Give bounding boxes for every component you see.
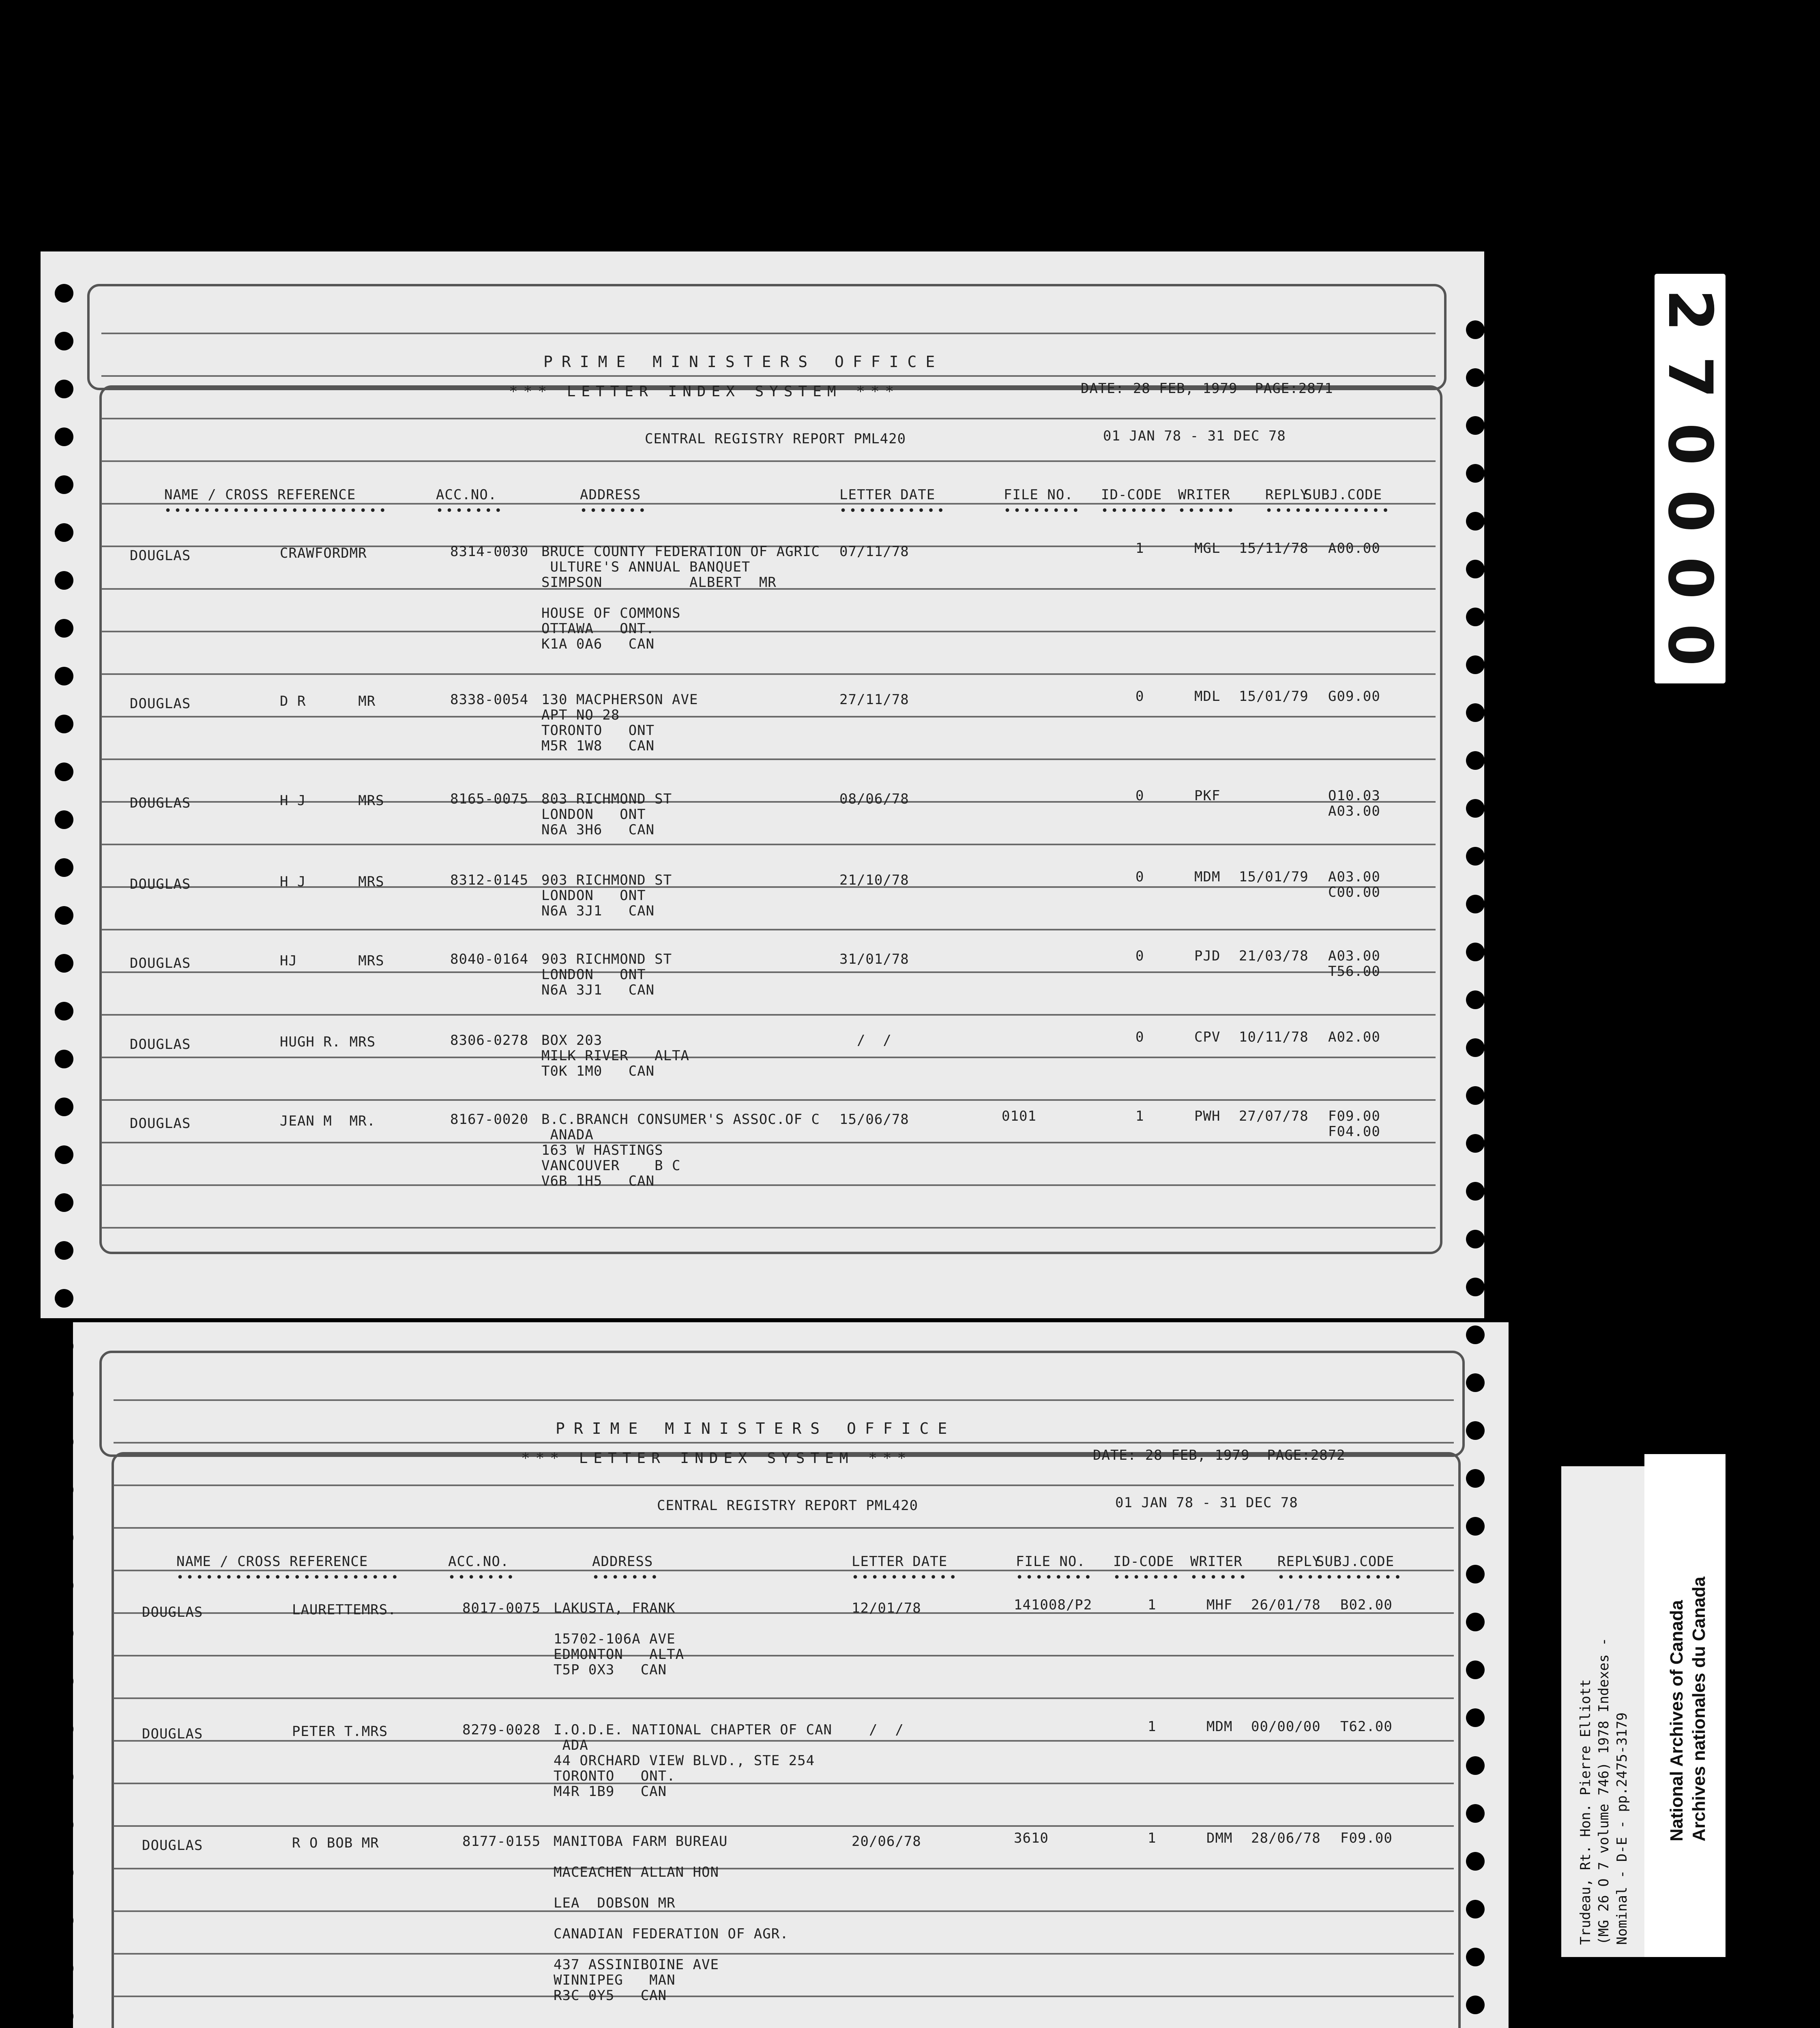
record-surname: DOUGLAS [130,955,191,971]
feed-hole [1466,1182,1485,1201]
col-header-id-code: ID-CODE [1101,487,1162,503]
record-address-line: TORONTO ONT. [554,1768,676,1784]
record-reply-date: 15/01/79 [1239,688,1309,705]
col-header-file-no: FILE NO. [1016,1553,1086,1570]
col-header-underline: •••••• [1178,504,1237,518]
record-writer: PWH [1194,1108,1221,1124]
ruled-line [101,673,1436,675]
col-header-underline: ••••••• [436,504,504,518]
record-subj-code: A03.00 [1328,803,1380,819]
feed-hole [1466,1517,1485,1536]
feed-hole [1466,990,1485,1009]
record-acc-no: 8040-0164 [450,951,529,967]
feed-hole [55,906,73,925]
col-header-underline: •••••••• [1016,1570,1094,1585]
record-address-line: BRUCE COUNTY FEDERATION OF AGRIC [541,544,820,560]
feed-hole [55,1193,73,1212]
record-writer: CPV [1194,1029,1221,1045]
col-header-acc: ACC.NO. [436,487,497,503]
stamp-digit: 2 [1655,289,1725,332]
feed-hole [55,475,73,494]
record-file-no: 3610 [1014,1830,1049,1846]
ruled-line [101,1227,1436,1229]
col-header-reply: REPLY [1265,487,1309,503]
record-subj-code: A03.00 [1328,948,1380,964]
feed-hole [1466,608,1485,626]
col-header-underline: ••••••• [580,504,648,518]
feed-hole [55,1528,73,1547]
record-address-line: BOX 203 [541,1032,603,1048]
feed-hole [55,1433,73,1451]
archive-reference-card [1561,1466,1644,1957]
record-address-line: 903 RICHMOND ST [541,951,672,967]
record-address-line: WINNIPEG MAN [554,1972,676,1988]
feed-hole [55,1624,73,1643]
record-letter-date: / / [839,1032,892,1048]
record-surname: DOUGLAS [130,1115,191,1132]
record-surname: DOUGLAS [130,696,191,712]
ruled-line [101,929,1436,930]
feed-hole [55,1720,73,1738]
col-header-underline: ••••••• [1113,1570,1182,1585]
ruled-line [101,1057,1436,1058]
feed-hole [1466,703,1485,722]
record-subj-code: C00.00 [1328,884,1380,900]
feed-hole [55,1145,73,1164]
record-id-code: 1 [1135,1108,1144,1124]
record-reply-date: 27/07/78 [1239,1108,1309,1124]
record-reply-date: 15/11/78 [1239,540,1309,556]
record-letter-date: 07/11/78 [839,544,909,560]
ruled-line [101,971,1436,973]
feed-hole [55,667,73,685]
record-address-line: EDMONTON ALTA [554,1646,685,1663]
feed-hole [1466,1086,1485,1105]
record-surname: DOUGLAS [130,876,191,892]
archive-label-line2: (MG 26 O 7 volume 746) 1978 Indexes - [1596,1637,1612,1945]
col-header-name: NAME / CROSS REFERENCE [176,1553,368,1570]
record-address-line: SIMPSON ALBERT MR [541,574,777,591]
record-surname: DOUGLAS [142,1604,203,1620]
feed-hole [1466,320,1485,339]
col-header-acc: ACC.NO. [448,1553,509,1570]
report-date-page: DATE: 28 FEB, 1979 PAGE:2872 [1093,1447,1346,1463]
record-letter-date: 31/01/78 [839,951,909,967]
feed-hole [1466,416,1485,435]
record-subj-code: A02.00 [1328,1029,1380,1045]
col-header-underline: •••••••• [1004,504,1082,518]
report-name: CENTRAL REGISTRY REPORT PML420 [645,431,906,447]
ruled-line [101,1184,1436,1186]
stamp-digit: 0 [1655,490,1725,533]
feed-hole [1466,1996,1485,2014]
record-address-line: 437 ASSINIBOINE AVE [554,1957,719,1973]
record-given-name: HJ MRS [280,953,384,969]
ruled-line [101,716,1436,718]
record-writer: MDM [1194,869,1221,885]
feed-hole [1466,1565,1485,1583]
feed-hole [1466,1708,1485,1727]
feed-hole [55,763,73,781]
record-writer: PKF [1194,788,1221,804]
record-address-line: VANCOUVER B C [541,1158,681,1174]
feed-hole [55,571,73,590]
record-address-line: MANITOBA FARM BUREAU [554,1833,728,1850]
stamp-digit: 0 [1655,423,1725,466]
col-header-subj: SUBJ.CODE [1304,487,1382,503]
record-address-line: I.O.D.E. NATIONAL CHAPTER OF CAN [554,1722,833,1738]
feed-hole [1466,560,1485,578]
col-header-file-no: FILE NO. [1004,487,1073,503]
feed-hole [1466,943,1485,961]
feed-hole [55,2007,73,2026]
feed-hole [55,858,73,877]
header-frame [87,284,1447,390]
ruled-line [101,418,1436,419]
ruled-line [114,1825,1454,1827]
record-address-line: 163 W HASTINGS [541,1142,663,1158]
feed-hole [55,810,73,829]
record-letter-date: 21/10/78 [839,872,909,888]
record-subj-code: F09.00 [1340,1830,1393,1846]
record-address-line: TORONTO ONT [541,722,655,739]
record-id-code: 0 [1135,869,1144,885]
record-given-name: H J MRS [280,793,384,809]
col-header-underline: ••••••••••••••••••••••• [164,504,389,518]
record-address-line: N6A 3H6 CAN [541,822,655,838]
ruled-line [114,1484,1454,1486]
record-id-code: 0 [1135,688,1144,705]
record-reply-date: 21/03/78 [1239,948,1309,964]
col-header-writer: WRITER [1190,1553,1243,1570]
ruled-line [114,1910,1454,1912]
feed-hole [55,1289,73,1308]
feed-hole [1466,512,1485,531]
ruled-line [114,1868,1454,1869]
record-writer: MDM [1206,1719,1233,1735]
col-header-reply: REPLY [1277,1553,1321,1570]
record-address-line: MILK RIVER ALTA [541,1048,689,1064]
record-address-line: M4R 1B9 CAN [554,1783,667,1800]
record-address-line: CANADIAN FEDERATION OF AGR. [554,1926,789,1942]
record-address-line: 803 RICHMOND ST [541,791,672,807]
record-address-line: N6A 3J1 CAN [541,903,655,919]
record-surname: DOUGLAS [130,1036,191,1053]
archive-label-line1: Trudeau, Rt. Hon. Pierre Elliott [1577,1679,1594,1945]
col-header-underline: ••••••• [448,1570,517,1585]
feed-hole [1466,1230,1485,1248]
feed-hole [55,1672,73,1691]
ruled-line [101,758,1436,760]
record-file-no: 0101 [1002,1108,1037,1124]
record-address-line: LAKUSTA, FRANK [554,1600,676,1616]
ruled-line [114,1399,1454,1401]
record-letter-date: 12/01/78 [852,1600,921,1616]
record-id-code: 0 [1135,948,1144,964]
record-letter-date: 15/06/78 [839,1111,909,1128]
record-surname: DOUGLAS [142,1726,203,1742]
record-reply-date: 26/01/78 [1251,1597,1321,1613]
record-given-name: D R MR [280,693,376,709]
feed-hole [55,1385,73,1403]
record-acc-no: 8167-0020 [450,1111,529,1128]
record-reply-date: 15/01/79 [1239,869,1309,885]
archive-logo-en: National Archives of Canada [1667,1600,1687,1841]
col-header-letter-date: LETTER DATE [852,1553,948,1570]
feed-hole [1466,1134,1485,1153]
ruled-line [101,375,1436,377]
ruled-line [114,1953,1454,1955]
record-address-line: OTTAWA ONT. [541,621,655,637]
archive-stamp [1655,274,1726,683]
col-header-underline: ••••••• [1101,504,1170,518]
record-subj-code: A03.00 [1328,869,1380,885]
feed-hole [1466,464,1485,483]
record-acc-no: 8177-0155 [462,1833,541,1850]
feed-hole [55,954,73,973]
col-header-underline: ••••••••••• [839,504,947,518]
record-subj-code: A00.00 [1328,540,1380,556]
feed-hole [55,1002,73,1020]
record-subj-code: O10.03 [1328,788,1380,804]
record-id-code: 1 [1148,1830,1157,1846]
ruled-line [114,1527,1454,1529]
report-period: 01 JAN 78 - 31 DEC 78 [1115,1495,1298,1511]
stamp-digit: 0 [1655,556,1725,599]
record-address-line: T0K 1M0 CAN [541,1063,655,1079]
feed-hole [1466,368,1485,387]
ruled-line [114,1740,1454,1742]
feed-hole [1466,1278,1485,1296]
feed-hole [55,1241,73,1260]
feed-hole [55,1815,73,1834]
record-given-name: CRAWFORDMR [280,545,367,561]
col-header-underline: •••••• [1190,1570,1249,1585]
record-address-line: LONDON ONT [541,887,646,904]
record-letter-date: 08/06/78 [839,791,909,807]
feed-hole [55,284,73,303]
record-file-no: 141008/P2 [1014,1597,1092,1613]
feed-hole [55,1959,73,1978]
feed-hole [1466,1852,1485,1871]
col-header-subj: SUBJ.CODE [1316,1553,1395,1570]
col-header-address: ADDRESS [592,1553,653,1570]
feed-hole [55,1050,73,1068]
record-address-line: N6A 3J1 CAN [541,982,655,998]
ruled-line [101,631,1436,632]
record-id-code: 1 [1148,1597,1157,1613]
feed-hole [55,523,73,542]
record-address-line: M5R 1W8 CAN [541,738,655,754]
col-header-name: NAME / CROSS REFERENCE [164,487,356,503]
col-header-underline: ••••••••••• [852,1570,959,1585]
feed-hole [1466,1469,1485,1488]
record-letter-date: / / [852,1722,904,1738]
feed-hole [1466,1613,1485,1631]
col-header-underline: ••••••••••••••••••••••• [176,1570,401,1585]
col-header-letter-date: LETTER DATE [839,487,936,503]
feed-hole [1466,1038,1485,1057]
record-address-line: MACEACHEN ALLAN HON [554,1864,719,1880]
record-subj-code: F09.00 [1328,1108,1380,1124]
feed-hole [1466,847,1485,866]
record-given-name: H J MRS [280,874,384,890]
feed-hole [1466,1326,1485,1344]
feed-hole [1466,895,1485,913]
record-address-line: ADA [554,1737,588,1753]
feed-hole [1466,751,1485,770]
record-acc-no: 8314-0030 [450,544,529,560]
record-acc-no: 8279-0028 [462,1722,541,1738]
feed-hole [1466,1421,1485,1440]
feed-hole [55,332,73,350]
record-given-name: HUGH R. MRS [280,1034,376,1050]
ruled-line [101,460,1436,462]
record-subj-code: T56.00 [1328,963,1380,980]
office-title: PRIME MINISTERS OFFICE [556,1420,956,1437]
record-id-code: 1 [1148,1719,1157,1735]
record-address-line: R3C 0Y5 CAN [554,1987,667,2004]
archives-logo-card [1644,1454,1726,1957]
office-title: PRIME MINISTERS OFFICE [543,353,944,371]
record-acc-no: 8306-0278 [450,1032,529,1048]
feed-hole [55,1863,73,1882]
record-surname: DOUGLAS [130,795,191,811]
record-reply-date: 28/06/78 [1251,1830,1321,1846]
record-subj-code: T62.00 [1340,1719,1393,1735]
record-address-line: ANADA [541,1127,594,1143]
ruled-line [101,844,1436,845]
record-address-line: 44 ORCHARD VIEW BLVD., STE 254 [554,1753,815,1769]
feed-hole [55,1911,73,1930]
report-name: CENTRAL REGISTRY REPORT PML420 [657,1497,919,1514]
ruled-line [101,1142,1436,1143]
record-address-line: 903 RICHMOND ST [541,872,672,888]
feed-hole [1466,1900,1485,1918]
feed-hole [1466,1948,1485,1966]
feed-hole [1466,1661,1485,1679]
feed-hole [1466,1373,1485,1392]
record-address-line: K1A 0A6 CAN [541,636,655,652]
feed-hole [55,1337,73,1356]
record-given-name: PETER T.MRS [292,1723,388,1740]
record-writer: MDL [1194,688,1221,705]
ruled-line [114,1697,1454,1699]
record-address-line: LONDON ONT [541,806,646,823]
col-header-underline: ••••• [1265,504,1314,518]
record-writer: MGL [1194,540,1221,556]
feed-hole [55,715,73,733]
col-header-underline: ••••• [1277,1570,1326,1585]
feed-hole [55,1098,73,1116]
col-header-underline: ••••••• [592,1570,661,1585]
ruled-line [101,1099,1436,1101]
system-title: *** LETTER INDEX SYSTEM *** [521,1450,912,1467]
feed-hole [1466,655,1485,674]
record-given-name: R O BOB MR [292,1835,379,1851]
feed-hole [1466,799,1485,818]
record-surname: DOUGLAS [130,548,191,564]
stamp-digit: 7 [1655,356,1725,399]
ruled-line [114,1442,1454,1444]
feed-hole [55,1768,73,1786]
record-letter-date: 27/11/78 [839,692,909,708]
record-acc-no: 8017-0075 [462,1600,541,1616]
feed-hole [1466,1756,1485,1775]
col-header-underline: ••••••••• [1304,504,1392,518]
stamp-digit: 0 [1655,623,1725,666]
report-period: 01 JAN 78 - 31 DEC 78 [1103,428,1286,444]
record-subj-code: G09.00 [1328,688,1380,705]
feed-hole [55,380,73,398]
col-header-writer: WRITER [1178,487,1230,503]
feed-hole [1466,1804,1485,1823]
record-reply-date: 10/11/78 [1239,1029,1309,1045]
record-id-code: 0 [1135,788,1144,804]
record-letter-date: 20/06/78 [852,1833,921,1850]
record-writer: MHF [1206,1597,1233,1613]
record-address-line: ULTURE'S ANNUAL BANQUET [541,559,751,575]
col-header-underline: ••••••••• [1316,1570,1404,1585]
record-address-line: APT NO 28 [541,707,620,723]
feed-hole [55,1480,73,1499]
header-frame [99,1351,1465,1457]
record-address-line: HOUSE OF COMMONS [541,605,681,621]
ruled-line [114,1783,1454,1784]
record-id-code: 1 [1135,540,1144,556]
ruled-line [101,333,1436,334]
record-surname: DOUGLAS [142,1837,203,1854]
record-given-name: LAURETTEMRS. [292,1602,397,1618]
record-reply-date: 00/00/00 [1251,1719,1321,1735]
record-subj-code: F04.00 [1328,1124,1380,1140]
col-header-id-code: ID-CODE [1113,1553,1174,1570]
ruled-line [114,1996,1454,1997]
record-id-code: 0 [1135,1029,1144,1045]
record-writer: PJD [1194,948,1221,964]
record-acc-no: 8338-0054 [450,692,529,708]
feed-hole [55,619,73,638]
col-header-address: ADDRESS [580,487,641,503]
record-address-line: 130 MACPHERSON AVE [541,692,698,708]
archive-logo-fr: Archives nationales du Canada [1689,1577,1709,1841]
archive-label-line3: Nominal - D-E - pp.2475-3179 [1614,1712,1630,1945]
record-address-line: V6B 1H5 CAN [541,1173,655,1189]
feed-hole [55,1576,73,1595]
record-writer: DMM [1206,1830,1233,1846]
record-address-line: B.C.BRANCH CONSUMER'S ASSOC.OF C [541,1111,820,1128]
ruled-line [101,1014,1436,1016]
system-title: *** LETTER INDEX SYSTEM *** [509,383,900,400]
record-acc-no: 8165-0075 [450,791,529,807]
record-subj-code: B02.00 [1340,1597,1393,1613]
record-given-name: JEAN M MR. [280,1113,376,1129]
record-address-line: T5P 0X3 CAN [554,1662,667,1678]
report-date-page: DATE: 28 FEB, 1979 PAGE:2871 [1081,380,1333,397]
record-address-line: LEA DOBSON MR [554,1895,676,1911]
ruled-line [114,1655,1454,1656]
record-acc-no: 8312-0145 [450,872,529,888]
record-address-line: 15702-106A AVE [554,1631,676,1647]
record-address-line: LONDON ONT [541,967,646,983]
feed-hole [55,428,73,446]
